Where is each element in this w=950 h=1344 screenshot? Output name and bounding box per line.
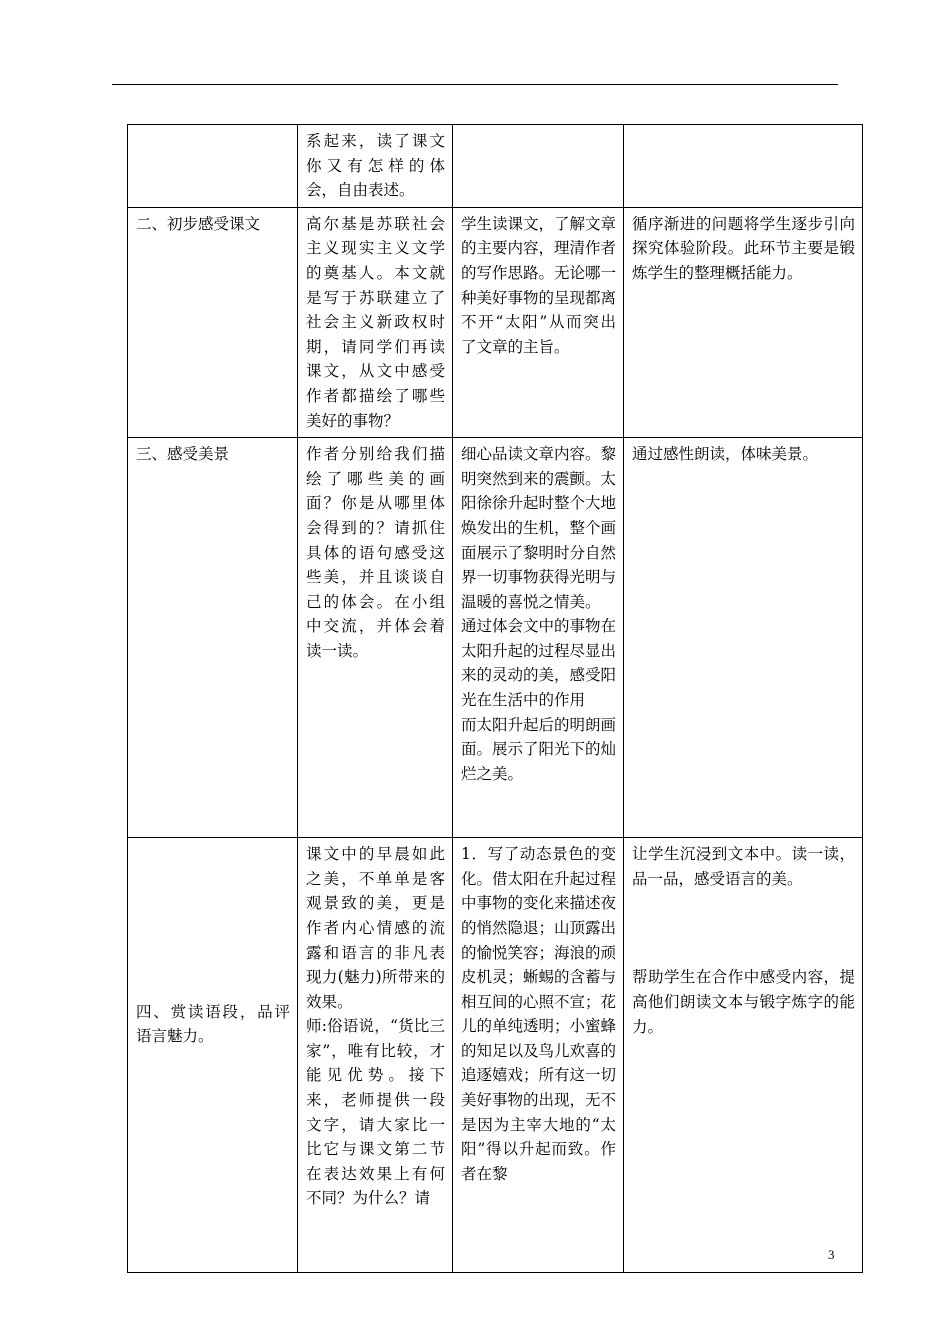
header-rule xyxy=(112,84,838,85)
purpose-text: 循序渐进的问题将学生逐步引向探究体验阶段。此环节主要是锻炼学生的整理概括能力。 xyxy=(632,214,855,282)
purpose-text: 通过感性朗读，体味美景。 xyxy=(632,445,819,464)
student-activity-cell xyxy=(453,838,624,1273)
design-purpose-cell xyxy=(624,207,863,437)
teacher-text: 师:俗语说，“货比三家”，唯有比较，才能见优势。接下来，老师提供一段文字，请大家比一比它与课文第二节在表达效果上有何不同？为什么？请 xyxy=(306,1017,445,1208)
table-row xyxy=(128,207,863,437)
student-activity-cell xyxy=(453,125,624,208)
stage-cell: 四、赏读语段，品评语言魅力。 xyxy=(128,838,298,1273)
teacher-text: 系起来，读了课文你又有怎样的体会，自由表述。 xyxy=(306,132,445,200)
spacer xyxy=(632,891,855,965)
student-text: 1．写了动态景色的变化。借太阳在升起过程中事物的变化来描述夜的悄然隐退；山顶露出的愉悦笑容；海浪的顽皮机灵；蜥蜴的含蓄与相互间的心照不宣；花儿的单纯透明；小蜜蜂的知足以及鸟儿欢喜的追逐嬉戏；所有这一切美好事物的出现，无不是因为主宰大地的“太阳”得以升起而致。作者在黎 xyxy=(461,845,617,1183)
design-purpose-cell xyxy=(624,438,863,838)
teacher-text: 课文中的早晨如此之美，不单单是客观景致的美，更是作者内心情感的流露和语言的非凡表现力(魅力)所带来的效果。 xyxy=(306,845,445,1011)
student-activity-cell xyxy=(453,438,624,838)
purpose-text: 让学生沉浸到文本中。读一读，品一品，感受语言的美。 xyxy=(632,845,855,888)
stage-cell xyxy=(128,125,298,208)
student-text: 细心品读文章内容。黎明突然到来的震颤。太阳徐徐升起时整个大地焕发出的生机，整个画面展示了黎明时分自然界一切事物获得光明与温暖的喜悦之情美。 xyxy=(461,445,617,611)
student-text: 学生读课文，了解文章的主要内容，理清作者的写作思路。无论哪一种美好事物的呈现都离不开“太阳”从而突出了文章的主旨。 xyxy=(461,214,617,356)
stage-cell: 三、感受美景 xyxy=(128,438,298,838)
teacher-activity-cell xyxy=(298,125,453,208)
table-row xyxy=(128,438,863,838)
design-purpose-cell xyxy=(624,838,863,1273)
design-purpose-cell xyxy=(624,125,863,208)
student-text: 通过体会文中的事物在太阳升起的过程尽显出来的灵动的美，感受阳光在生活中的作用 xyxy=(461,617,617,710)
purpose-text: 帮助学生在合作中感受内容，提高他们朗读文本与锻字炼字的能力。 xyxy=(632,968,855,1036)
student-activity-cell xyxy=(453,207,624,437)
page-number: 3 xyxy=(828,1247,835,1262)
lesson-plan-table xyxy=(127,124,863,1273)
teacher-text: 高尔基是苏联社会主义现实主义文学的奠基人。本文就是写于苏联建立了社会主义新政权时期，请同学们再读课文，从文中感受作者都描绘了哪些美好的事物？ xyxy=(306,214,445,430)
teacher-activity-cell xyxy=(298,207,453,437)
student-text: 而太阳升起后的明朗画面。展示了阳光下的灿烂之美。 xyxy=(461,715,617,783)
stage-cell: 二、初步感受课文 xyxy=(128,207,298,437)
teacher-text: 作者分别给我们描绘了哪些美的画面？你是从哪里体会得到的？请抓住具体的语句感受这些美，并且谈谈自己的体会。在小组中交流，并体会着读一读。 xyxy=(306,445,445,660)
teacher-activity-cell xyxy=(298,838,453,1273)
table-row xyxy=(128,838,863,1273)
teacher-activity-cell xyxy=(298,438,453,838)
table-row xyxy=(128,125,863,208)
